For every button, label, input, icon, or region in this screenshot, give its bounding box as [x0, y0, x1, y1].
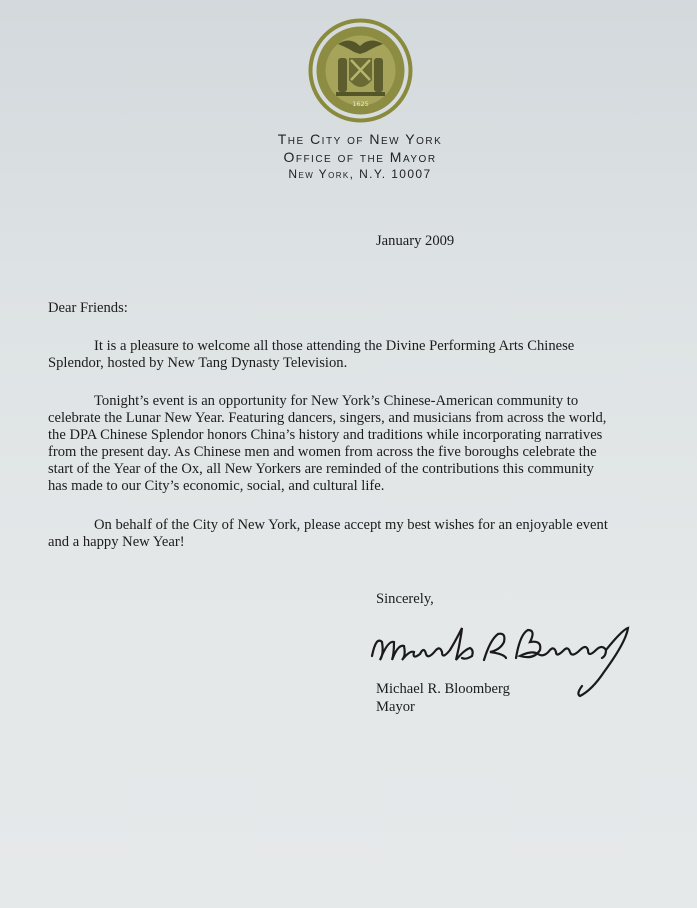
signature-title: Mayor	[376, 699, 415, 715]
closing: Sincerely,	[376, 591, 434, 607]
paragraph-line: Splendor, hosted by New Tang Dynasty Television.	[48, 355, 348, 371]
svg-text:1625: 1625	[352, 100, 369, 108]
paragraph-line: It is a pleasure to welcome all those attending the Divine Performing Arts Chinese	[94, 338, 575, 354]
signature-name: Michael R. Bloomberg	[376, 681, 510, 697]
paragraph-line: has made to our City’s economic, social, and cultural life.	[48, 478, 385, 494]
paragraph-line: start of the Year of the Ox, all New Yorkers are reminded of the contributions this community	[48, 461, 594, 477]
paragraph-line: Tonight’s event is an opportunity for New York’s Chinese-American community to	[94, 393, 579, 409]
letterhead-city: The City of New York	[277, 131, 443, 147]
letter-date: January 2009	[376, 233, 455, 249]
paragraph-line: celebrate the Lunar New Year. Featuring dancers, singers, and musicians from across the world,	[48, 410, 607, 426]
salutation: Dear Friends:	[48, 300, 128, 316]
paragraph-line: from the present day. As Chinese men and women from across the five boroughs celebrate the	[48, 444, 597, 460]
paragraph-line: the DPA Chinese Splendor honors China’s history and traditions while incorporating narratives	[48, 427, 603, 443]
letterhead-office: Office of the Mayor	[283, 149, 437, 165]
paragraph-line: and a happy New Year!	[48, 534, 185, 550]
letterhead-address: New York, N.Y. 10007	[288, 167, 432, 181]
paragraph-line: On behalf of the City of New York, please accept my best wishes for an enjoyable event	[94, 517, 608, 533]
city-seal-icon	[308, 18, 413, 123]
